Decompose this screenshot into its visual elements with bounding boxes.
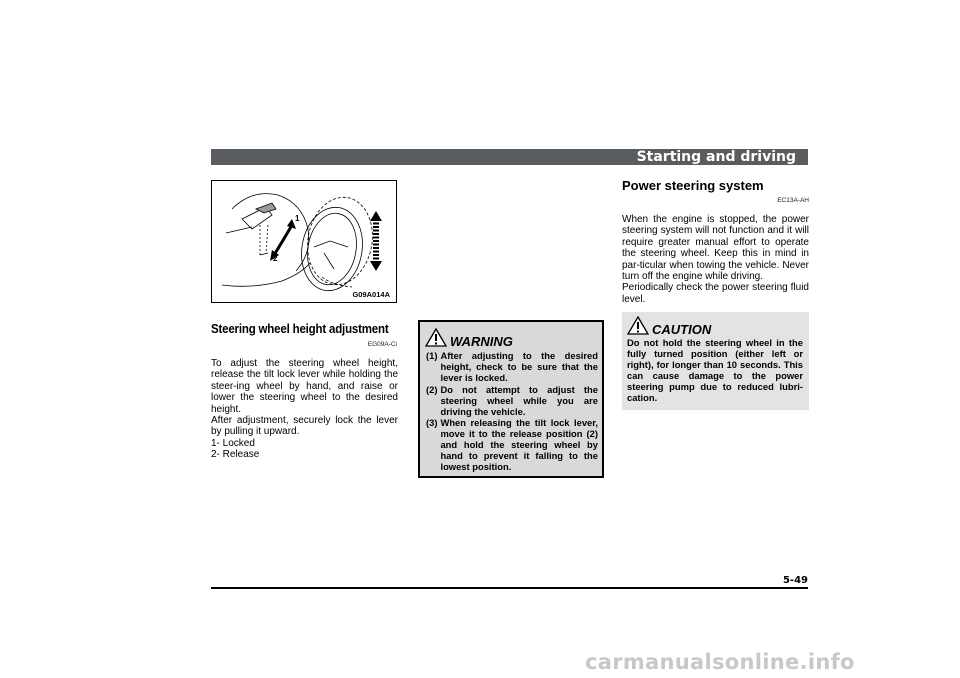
list-item: 2- Release — [211, 449, 260, 461]
caution-triangle-icon — [627, 316, 649, 335]
footer-rule — [211, 587, 808, 589]
item-text: After adjusting to the desired height, check to be sure that the lever is locked. — [440, 350, 598, 383]
legend-list — [211, 438, 259, 461]
steering-adjust-body — [211, 358, 398, 438]
power-steering-body — [622, 214, 809, 305]
warning-title: WARNING — [450, 334, 513, 349]
warning-triangle-icon — [425, 328, 447, 347]
warning-items — [426, 350, 598, 473]
power-steering-ref-code: EC13A-AH — [777, 197, 809, 204]
watermark: carmanualsonline.info — [585, 650, 855, 674]
steering-adjust-ref-code: EG09A-Ci — [367, 341, 397, 348]
paragraph: When the engine is stopped, the power steering system will not function and it will require greater manual effort to operate the steering wheel. Keep this in mind in par-ticular when towing the vehicle. Never turn off the engine while driving. — [622, 214, 809, 283]
warning-box — [418, 320, 604, 478]
item-text: When releasing the tilt lock lever, move it to the release position (2) and hold the steering wheel by hand to prevent it falling to the lowest position. — [440, 417, 598, 472]
steering-adjust-title: Steering wheel height adjustment — [211, 322, 389, 336]
warning-item — [426, 384, 598, 417]
steering-wheel-illustration — [211, 180, 397, 303]
caution-box — [622, 312, 809, 410]
list-item: 1- Locked — [211, 438, 255, 449]
page-number: 5-49 — [782, 575, 808, 586]
item-text: Do not attempt to adjust the steering wheel while you are driving the vehicle. — [440, 383, 598, 417]
paragraph: Periodically check the power steering fluid level. — [622, 282, 809, 305]
power-steering-title: Power steering system — [622, 178, 764, 193]
figure-label-2: 2 — [273, 254, 278, 263]
item-number: (2) — [426, 383, 438, 395]
item-number: (3) — [426, 417, 438, 428]
caution-title: CAUTION — [652, 322, 712, 337]
section-title: Starting and driving — [636, 149, 796, 165]
caution-text: Do not hold the steering wheel in the fully turned position (either left or right), for longer than 10 seconds. This can cause damage to the power steering pump due to reduced lubri-cation. — [627, 337, 803, 403]
paragraph: To adjust the steering wheel height, release the tilt lock lever while holding the steer-ing wheel by hand, and raise or lower the steering wheel to the desired height. — [211, 358, 398, 415]
warning-item — [426, 417, 598, 472]
figure-label-1: 1 — [295, 214, 300, 223]
figure-code: G09A014A — [352, 290, 390, 299]
warning-item — [426, 350, 598, 383]
paragraph: After adjustment, securely lock the lever by pulling it upward. — [211, 415, 398, 438]
steering-column-diagram — [212, 181, 396, 302]
item-number: (1) — [426, 350, 438, 361]
section-header-bar — [211, 149, 808, 165]
